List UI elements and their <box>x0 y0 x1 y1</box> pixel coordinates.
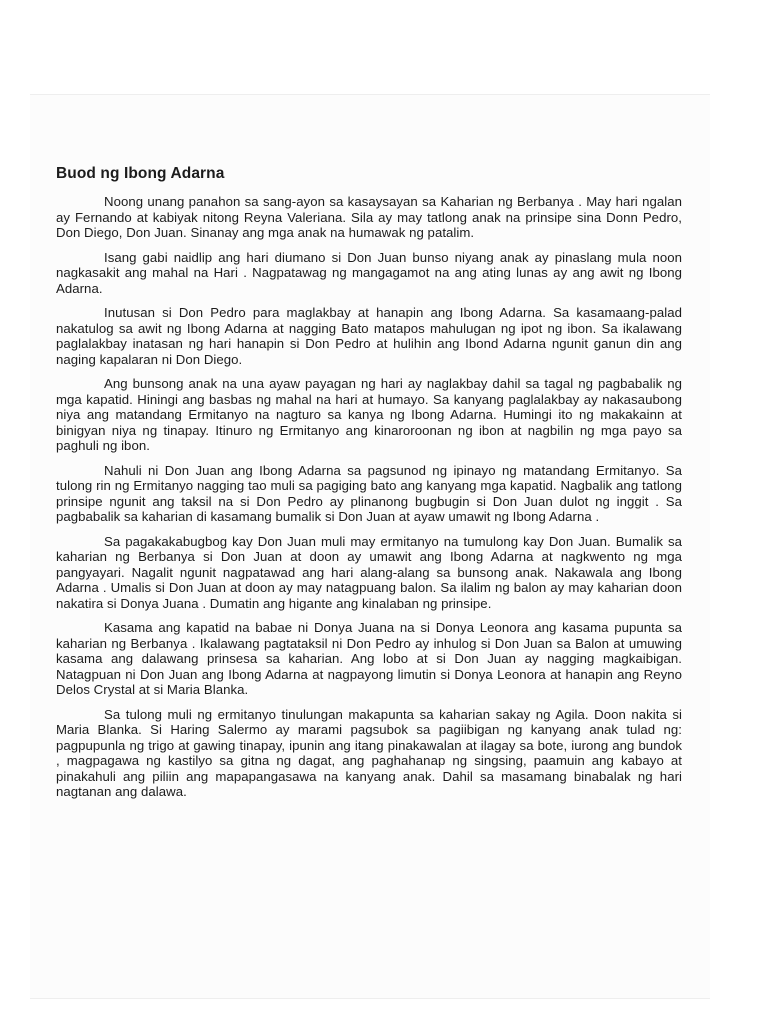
paragraph-4: Ang bunsong anak na una ayaw payagan ng hari ay naglakbay dahil sa tagal ng pagbabalik ng mga kapatid. Hiningi ang basbas ng mahal na hari at humayo. Sa kanyang paglalakbay ay nakasaubong niya ang matandang Ermitanyo na nagturo sa kanya ng Ibong Adarna. Humingi ito ng makakainn at binigyan niya ng tinapay. Itinuro ng Ermitanyo ang kinaroroonan ng ibon at nagbilin ng mga payo sa paghuli ng ibon. <box>56 376 682 453</box>
paragraph-5: Nahuli ni Don Juan ang Ibong Adarna sa pagsunod ng ipinayo ng matandang Ermitanyo. Sa tulong rin ng Ermitanyo nagging tao muli sa pagiging bato ang kanyang mga kapatid. Nagbalik ang tatlong prinsipe ngunit ang taksil na si Don Pedro ay plinanong bugbugin si Don Juan dulot ng inggit . Sa pagbabalik sa kaharian di kasamang bumalik si Don Juan at ayaw umawit ng Ibong Adarna . <box>56 462 682 524</box>
document-body <box>56 164 682 809</box>
paragraph-7: Kasama ang kapatid na babae ni Donya Juana na si Donya Leonora ang kasama pupunta sa kaharian ng Berbanya . Ikalawang pagtataksil ni Don Pedro ay inhulog si Don Juan sa Balon at umuwing kasama ang dalawang prinsesa sa kaharian. Ang lobo at si Don Juan ay nagging magkaibigan. Natagpuan ni Don Juan ang Ibong Adarna at nagpayong limutin si Donya Leonora at hanapin ang Reyno Delos Crystal at si Maria Blanka. <box>56 620 682 697</box>
paragraph-3: Inutusan si Don Pedro para maglakbay at hanapin ang Ibong Adarna. Sa kasamaang-palad nakatulog sa awit ng Ibong Adarna at nagging Bato matapos mahulugan ng ipot ng ibon. Sa ikalawang paglalakbay inatasan ng hari hanapin si Don Pedro at hulihin ang Ibond Adarna ngunit ganun din ang naging kapalaran ni Don Diego. <box>56 305 682 367</box>
paragraph-6: Sa pagakakabugbog kay Don Juan muli may ermitanyo na tumulong kay Don Juan. Bumalik sa kaharian ng Berbanya si Don Juan at doon ay umawit ang Ibong Adarna at nagkwento ng mga pangyayari. Nagalit ngunit nagpatawad ang hari alang-alang sa bunsong anak. Nakawala ang Ibong Adarna . Umalis si Don Juan at doon ay may natagpuang balon. Sa ilalim ng balon ay may kaharian doon nakatira si Donya Juana . Dumatin ang higante ang kinalaban ng prinsipe. <box>56 533 682 611</box>
document-title: Buod ng Ibong Adarna <box>56 165 225 182</box>
paragraph-1: Noong unang panahon sa sang-ayon sa kasaysayan sa Kaharian ng Berbanya . May hari ngalan ay Fernando at kabiyak nitong Reyna Valeriana. Sila ay may tatlong anak na prinsipe sina Donn Pedro, Don Diego, Don Juan. Sinanay ang mga anak na humawak ng patalim. <box>56 194 682 240</box>
paragraph-2: Isang gabi naidlip ang hari diumano si Don Juan bunso niyang anak ay pinaslang mula noon nagkasakit ang mahal na Hari . Nagpatawag ng mangagamot na ang ating lunas ay ang awit ng Ibong Adarna. <box>56 249 682 296</box>
paragraph-8: Sa tulong muli ng ermitanyo tinulungan makapunta sa kaharian sakay ng Agila. Doon nakita si Maria Blanka. Si Haring Salermo ay marami pagsubok sa pagiibigan ng kanyang anak tulad ng: pagpupunla ng trigo at gawing tinapay, ipunin ang itang pinakawalan at ilagay sa bote, iurong ang bundok , magpagawa ng kastilyo sa gitna ng dagat, ang paghahanap ng singsing, paamuin ang kabayo at pinakahuli ang piliin ang mapapangasawa na kanyang anak. Dahil sa masamang binabalak ng hari nagtanan ang dalawa. <box>56 706 682 799</box>
